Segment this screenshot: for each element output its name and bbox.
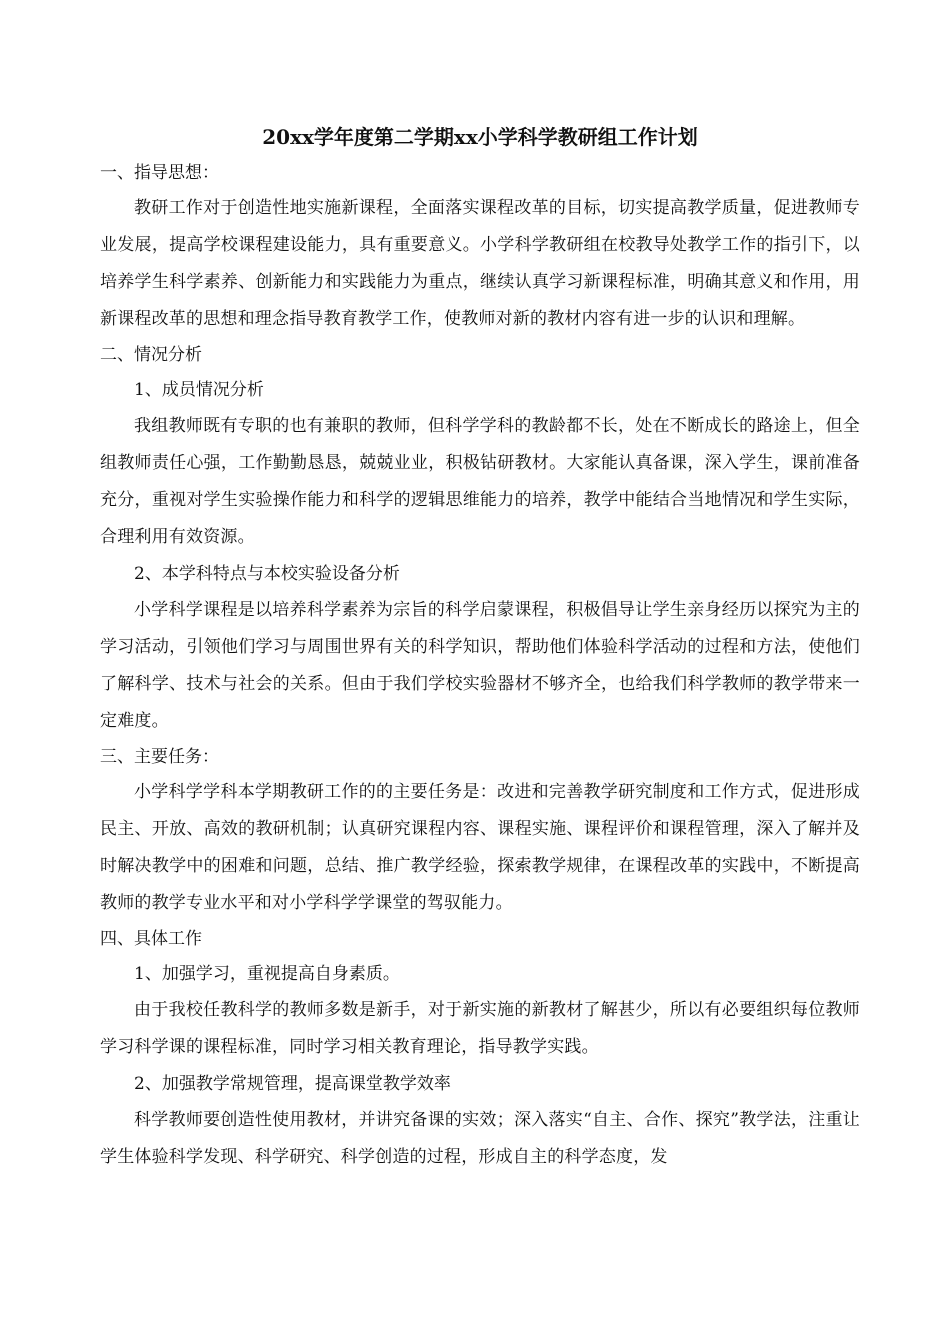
subsection-heading-teaching-management: 2、加强教学常规管理，提高课堂教学效率 bbox=[134, 1074, 451, 1094]
section-heading-guiding-ideology: 一、指导思想： bbox=[100, 163, 219, 183]
section-heading-specific-work: 四、具体工作 bbox=[100, 929, 202, 949]
subsection-heading-member-analysis: 1、成员情况分析 bbox=[134, 380, 264, 400]
paragraph-subject-equipment: 小学科学课程是以培养科学素养为宗旨的科学启蒙课程，积极倡导让学生亲身经历以探究为主的学习活动，引领他们学习与周围世界有关的科学知识，帮助他们体验科学活动的过程和方法，使他们了解科学、技术与社会的关系。但由于我们学校实验器材不够齐全，也给我们科学教师的教学带来一定难度。 bbox=[100, 600, 860, 731]
paragraph-main-tasks: 小学科学学科本学期教研工作的的主要任务是：改进和完善教学研究制度和工作方式，促进形成民主、开放、高效的教研机制；认真研究课程内容、课程实施、课程评价和课程管理，深入了解并及时解决教学中的困难和问题，总结、推广教学经验，探索教学规律，在课程改革的实践中，不断提高教师的教学专业水平和对小学科学学课堂的驾驭能力。 bbox=[100, 782, 860, 913]
document-title: 20xx学年度第二学期xx小学科学教研组工作计划 bbox=[262, 125, 698, 149]
paragraph-teaching-management: 科学教师要创造性使用教材，并讲究备课的实效；深入落实“自主、合作、探究”教学法，注重让学生体验科学发现、科学研究、科学创造的过程，形成自主的科学态度，发 bbox=[100, 1110, 860, 1167]
paragraph-guiding-ideology: 教研工作对于创造性地实施新课程，全面落实课程改革的目标，切实提高教学质量，促进教师专业发展，提高学校课程建设能力，具有重要意义。小学科学教研组在校教导处教学工作的指引下，以培养学生科学素养、创新能力和实践能力为重点，继续认真学习新课程标准，明确其意义和作用，用新课程改革的思想和理念指导教育教学工作，使教师对新的教材内容有进一步的认识和理解。 bbox=[100, 198, 860, 329]
document-page bbox=[100, 118, 860, 1176]
subsection-heading-strengthen-learning: 1、加强学习，重视提高自身素质。 bbox=[134, 964, 400, 984]
section-heading-situation-analysis: 二、情况分析 bbox=[100, 345, 202, 365]
paragraph-strengthen-learning: 由于我校任教科学的教师多数是新手，对于新实施的新教材了解甚少，所以有必要组织每位教师学习科学课的课程标准，同时学习相关教育理论，指导教学实践。 bbox=[100, 1000, 860, 1057]
subsection-heading-subject-equipment: 2、本学科特点与本校实验设备分析 bbox=[134, 564, 400, 584]
paragraph-member-analysis: 我组教师既有专职的也有兼职的教师，但科学学科的教龄都不长，处在不断成长的路途上，但全组教师责任心强，工作勤勤恳恳，兢兢业业，积极钻研教材。大家能认真备课，深入学生，课前准备充分，重视对学生实验操作能力和科学的逻辑思维能力的培养，教学中能结合当地情况和学生实际，合理利用有效资源。 bbox=[100, 416, 860, 547]
section-heading-main-tasks: 三、主要任务： bbox=[100, 747, 219, 767]
